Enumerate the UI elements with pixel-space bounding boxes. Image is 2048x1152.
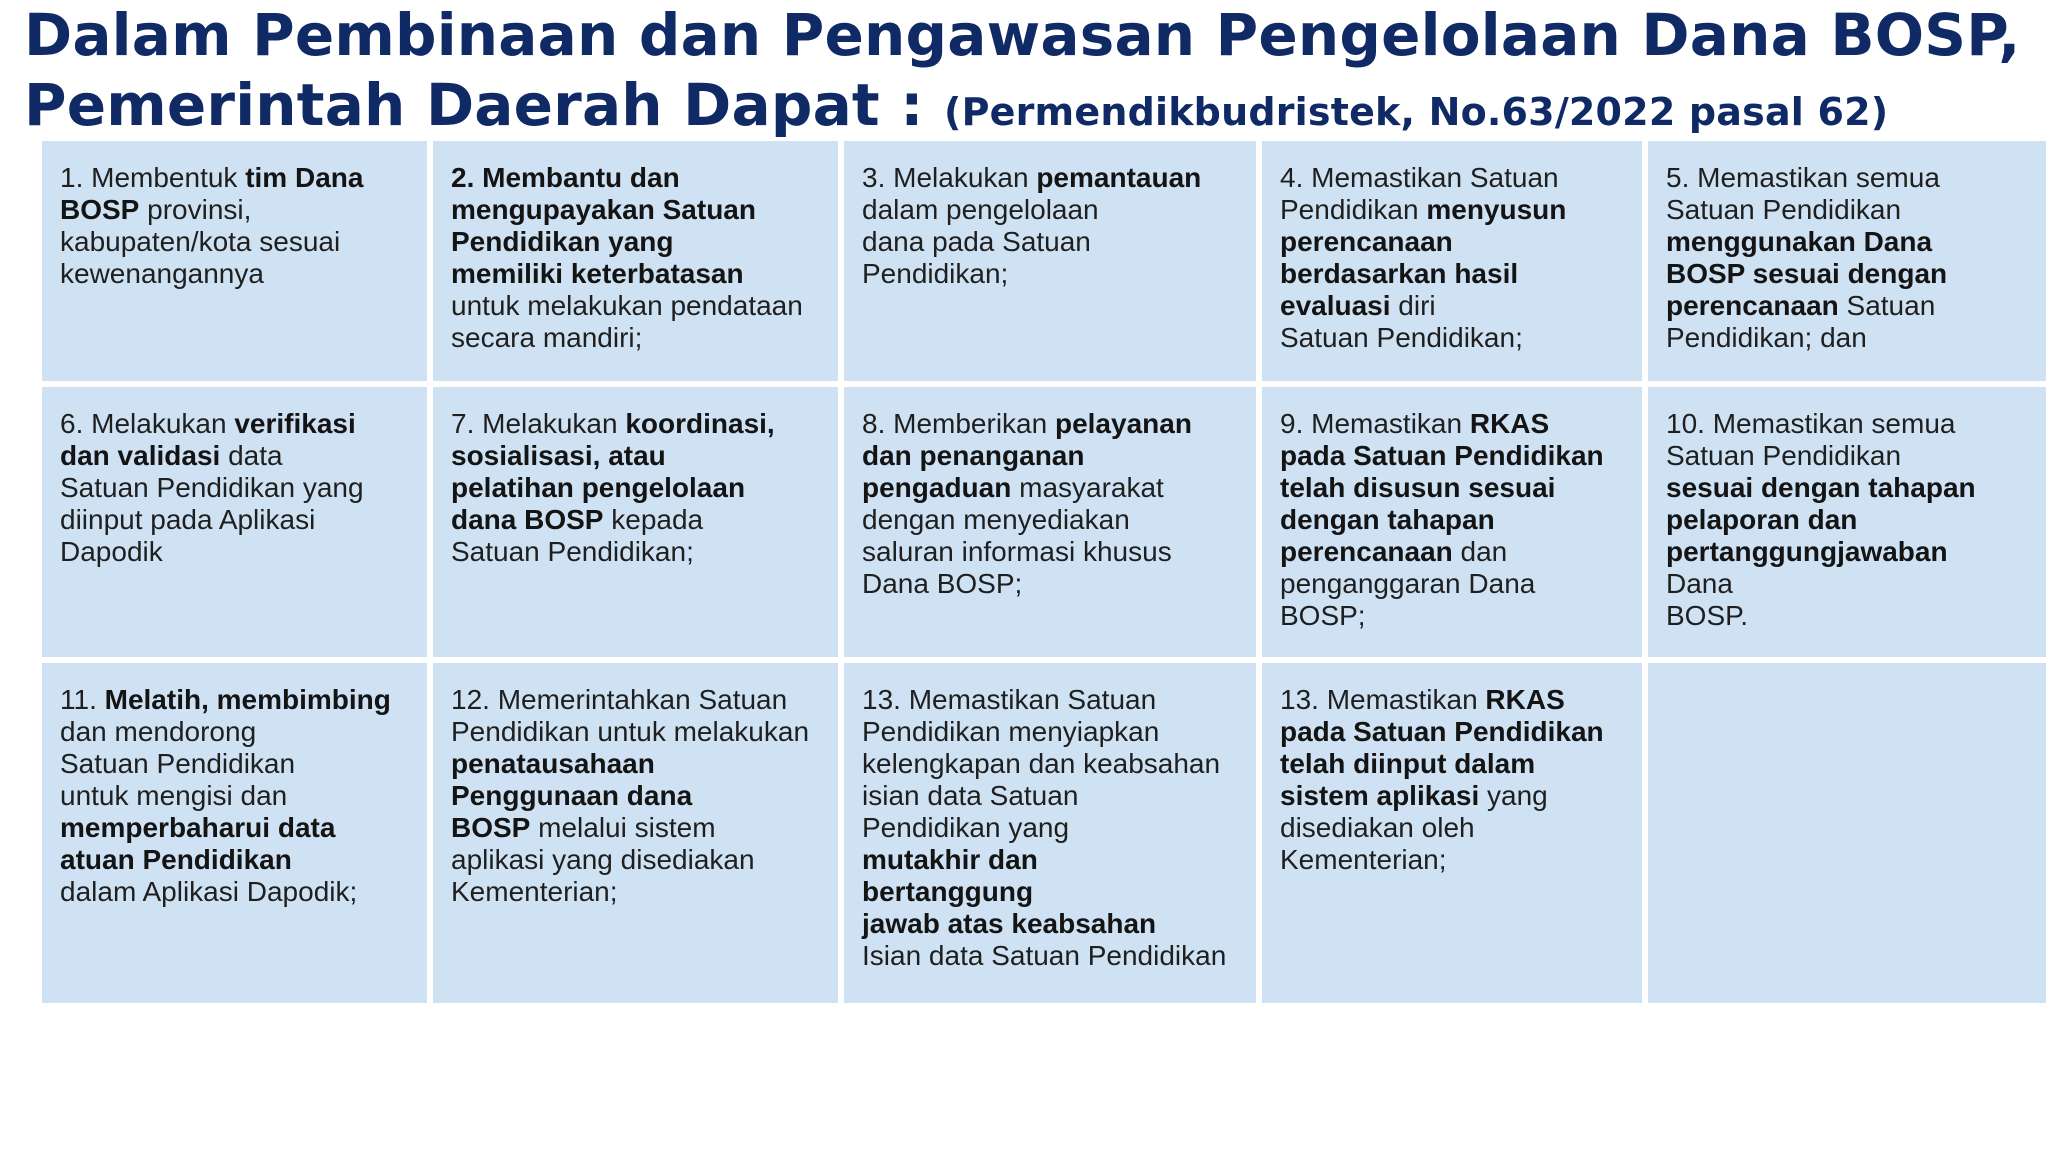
cell-line <box>1666 536 2028 568</box>
cell-line <box>451 780 820 812</box>
table-cell <box>844 663 1256 1003</box>
text: 1. Membentuk <box>60 162 246 193</box>
cell-line <box>1280 290 1624 322</box>
cell-line <box>451 472 820 504</box>
bold-text: telah diinput dalam <box>1280 748 1536 779</box>
bold-text: pelayanan <box>1054 408 1192 439</box>
cell-line <box>1666 162 2028 194</box>
table-cell <box>1262 387 1642 657</box>
text: Satuan <box>1838 290 1936 321</box>
text: 13. Memastikan Satuan <box>862 684 1157 715</box>
text: 9. Memastikan <box>1280 408 1470 439</box>
bold-text: sistem aplikasi <box>1280 780 1480 811</box>
cell-line <box>60 504 409 536</box>
cell-line <box>60 258 409 290</box>
cell-line <box>60 162 409 194</box>
text: dana pada Satuan <box>862 226 1091 257</box>
cell-line <box>451 290 820 322</box>
text: Pendidikan menyiapkan <box>862 716 1160 747</box>
table-cell <box>42 663 427 1003</box>
cell-line <box>60 226 409 258</box>
text: Dana <box>1666 568 1733 599</box>
bold-text: pengaduan <box>862 472 1012 503</box>
cell-line <box>60 440 409 472</box>
page-title <box>24 0 2024 147</box>
text: Kementerian; <box>1280 844 1447 875</box>
title-line-2 <box>24 70 2024 147</box>
text: Dapodik <box>60 536 163 567</box>
table-cell <box>1648 663 2046 1003</box>
cell-line <box>1280 162 1624 194</box>
text: BOSP. <box>1666 600 1748 631</box>
text: 7. Melakukan <box>451 408 626 439</box>
cell-line <box>1666 504 2028 536</box>
text: aplikasi yang disediakan <box>451 844 755 875</box>
text: 13. Memastikan <box>1280 684 1486 715</box>
cell-line <box>1666 322 2028 354</box>
text: Isian data Satuan Pendidikan <box>862 940 1227 971</box>
text: diinput pada Aplikasi <box>60 504 316 535</box>
cell-line <box>1280 600 1624 632</box>
cell-line <box>1280 226 1624 258</box>
cell-line <box>451 440 820 472</box>
cell-line <box>862 780 1238 812</box>
text: Kementerian; <box>451 876 618 907</box>
bold-text: dengan tahapan <box>1280 504 1495 535</box>
text: Pendidikan untuk melakukan <box>451 716 810 747</box>
cell-line <box>60 844 409 876</box>
cell-line <box>451 844 820 876</box>
cell-line <box>1666 440 2028 472</box>
authority-table <box>42 141 2046 1003</box>
cell-line <box>1666 568 2028 600</box>
cell-line <box>862 812 1238 844</box>
cell-line <box>862 568 1238 600</box>
text: data <box>220 440 283 471</box>
cell-line <box>451 716 820 748</box>
cell-line <box>862 908 1238 940</box>
cell-line <box>60 876 409 908</box>
bold-text: verifikasi <box>234 408 356 439</box>
bold-text: pelaporan dan <box>1666 504 1858 535</box>
cell-line <box>862 226 1238 258</box>
cell-line <box>451 876 820 908</box>
bold-text: pemantauan <box>1036 162 1202 193</box>
text: Pendidikan; <box>862 258 1009 289</box>
cell-line <box>1666 408 2028 440</box>
text: dan <box>1452 536 1508 567</box>
cell-line <box>60 748 409 780</box>
bold-text: mengupayakan Satuan <box>451 194 756 225</box>
cell-line <box>451 684 820 716</box>
text: Satuan Pendidikan <box>60 748 296 779</box>
text: kelengkapan dan keabsahan <box>862 748 1221 779</box>
cell-line <box>862 472 1238 504</box>
cell-line <box>862 716 1238 748</box>
cell-line <box>451 322 820 354</box>
cell-line <box>451 194 820 226</box>
bold-text: mutakhir dan <box>862 844 1038 875</box>
text: 10. Memastikan semua <box>1666 408 1956 439</box>
table-cell <box>433 387 838 657</box>
bold-text: RKAS <box>1485 684 1565 715</box>
bold-text: Pendidikan yang <box>451 226 674 257</box>
text: 11. <box>60 684 105 715</box>
bold-text: pertanggungjawaban <box>1666 536 1948 567</box>
cell-line <box>1280 258 1624 290</box>
text: 3. Melakukan <box>862 162 1037 193</box>
cell-line <box>862 162 1238 194</box>
cell-line <box>60 408 409 440</box>
cell-line <box>451 504 820 536</box>
cell-line <box>451 812 820 844</box>
cell-line <box>1280 812 1624 844</box>
cell-line <box>1280 568 1624 600</box>
text: untuk mengisi dan <box>60 780 288 811</box>
cell-line <box>1280 408 1624 440</box>
text: kabupaten/kota sesuai <box>60 226 341 257</box>
cell-line <box>1666 226 2028 258</box>
cell-line <box>1280 536 1624 568</box>
cell-line <box>1666 290 2028 322</box>
cell-line <box>1280 684 1624 716</box>
cell-line <box>1280 716 1624 748</box>
bold-text: Melatih, membimbing <box>104 684 391 715</box>
text: disediakan oleh <box>1280 812 1475 843</box>
cell-line <box>862 440 1238 472</box>
cell-line <box>1666 258 2028 290</box>
text: saluran informasi khusus <box>862 536 1172 567</box>
text: masyarakat <box>1011 472 1164 503</box>
bold-text: BOSP <box>60 194 140 225</box>
table-cell <box>1262 663 1642 1003</box>
bold-text: perencanaan <box>1280 536 1453 567</box>
text: dalam pengelolaan <box>862 194 1099 225</box>
text: penganggaran Dana <box>1280 568 1536 599</box>
text: dan mendorong <box>60 716 257 747</box>
text: dalam Aplikasi Dapodik; <box>60 876 358 907</box>
cell-line <box>862 504 1238 536</box>
text: 12. Memerintahkan Satuan <box>451 684 788 715</box>
text: Satuan Pendidikan; <box>1280 322 1523 353</box>
text: yang <box>1479 780 1548 811</box>
cell-line <box>451 748 820 780</box>
bold-text: perencanaan <box>1666 290 1839 321</box>
text: 4. Memastikan Satuan <box>1280 162 1559 193</box>
bold-text: memperbaharui data <box>60 812 336 843</box>
bold-text: 2. Membantu dan <box>451 162 680 193</box>
table-cell <box>42 141 427 381</box>
bold-text: perencanaan <box>1280 226 1453 257</box>
cell-line <box>1666 194 2028 226</box>
text: isian data Satuan <box>862 780 1079 811</box>
text: 5. Memastikan semua <box>1666 162 1940 193</box>
table-cell <box>1648 141 2046 381</box>
bold-text: pelatihan pengelolaan <box>451 472 746 503</box>
bold-text: dana BOSP <box>451 504 604 535</box>
bold-text: Penggunaan dana <box>451 780 693 811</box>
bold-text: berdasarkan hasil <box>1280 258 1519 289</box>
cell-line <box>451 226 820 258</box>
table-cell <box>42 387 427 657</box>
text: Satuan Pendidikan yang <box>60 472 364 503</box>
bold-text: atuan Pendidikan <box>60 844 292 875</box>
bold-text: BOSP sesuai dengan <box>1666 258 1948 289</box>
cell-line <box>1280 780 1624 812</box>
bold-text: koordinasi, <box>625 408 775 439</box>
cell-line <box>451 162 820 194</box>
text: Pendidikan <box>1280 194 1427 225</box>
bold-text: penatausahaan <box>451 748 655 779</box>
text: 6. Melakukan <box>60 408 235 439</box>
cell-line <box>1666 472 2028 504</box>
cell-line <box>862 844 1238 876</box>
text: 8. Memberikan <box>862 408 1055 439</box>
cell-line <box>451 258 820 290</box>
cell-line <box>60 812 409 844</box>
bold-text: sesuai dengan tahapan <box>1666 472 1976 503</box>
bold-text: memiliki keterbatasan <box>451 258 744 289</box>
cell-line <box>1280 504 1624 536</box>
bold-text: tim Dana <box>245 162 364 193</box>
cell-line <box>60 780 409 812</box>
cell-line <box>60 716 409 748</box>
cell-line <box>862 408 1238 440</box>
cell-line <box>862 684 1238 716</box>
table-cell <box>1262 141 1642 381</box>
bold-text: menyusun <box>1426 194 1567 225</box>
bold-text: bertanggung <box>862 876 1034 907</box>
text: Pendidikan yang <box>862 812 1070 843</box>
cell-line <box>60 536 409 568</box>
cell-line <box>451 408 820 440</box>
text: Dana BOSP; <box>862 568 1023 599</box>
table-cell <box>433 141 838 381</box>
cell-line <box>862 194 1238 226</box>
cell-line <box>60 472 409 504</box>
cell-line <box>451 536 820 568</box>
bold-text: RKAS <box>1469 408 1550 439</box>
text: Satuan Pendidikan <box>1666 440 1902 471</box>
text: Pendidikan; dan <box>1666 322 1867 353</box>
cell-line <box>60 194 409 226</box>
bold-text: menggunakan Dana <box>1666 226 1933 257</box>
cell-line <box>862 258 1238 290</box>
text: kepada <box>603 504 704 535</box>
cell-line <box>862 748 1238 780</box>
text: diri <box>1390 290 1436 321</box>
cell-line <box>1280 194 1624 226</box>
text: BOSP; <box>1280 600 1366 631</box>
cell-line <box>1666 600 2028 632</box>
text: secara mandiri; <box>451 322 643 353</box>
bold-text: jawab atas keabsahan <box>862 908 1157 939</box>
table-cell <box>1648 387 2046 657</box>
bold-text: BOSP <box>451 812 531 843</box>
bold-text: telah disusun sesuai <box>1280 472 1556 503</box>
regulation-reference: (Permendikbudristek, No.63/2022 pasal 62) <box>944 90 1889 134</box>
cell-line <box>1280 322 1624 354</box>
bold-text: evaluasi <box>1280 290 1391 321</box>
table-cell <box>433 663 838 1003</box>
bold-text: pada Satuan Pendidikan <box>1280 716 1604 747</box>
cell-line <box>862 876 1238 908</box>
text: provinsi, <box>139 194 252 225</box>
cell-line <box>1280 844 1624 876</box>
text: melalui sistem <box>530 812 716 843</box>
text: untuk melakukan pendataan <box>451 290 803 321</box>
text: dengan menyediakan <box>862 504 1130 535</box>
cell-line <box>1280 472 1624 504</box>
cell-line <box>60 684 409 716</box>
cell-line <box>1280 440 1624 472</box>
bold-text: pada Satuan Pendidikan <box>1280 440 1604 471</box>
text: kewenangannya <box>60 258 264 289</box>
bold-text: dan penanganan <box>862 440 1085 471</box>
cell-line <box>1280 748 1624 780</box>
bold-text: sosialisasi, atau <box>451 440 666 471</box>
bold-text: dan validasi <box>60 440 221 471</box>
title-line-1: Dalam Pembinaan dan Pengawasan Pengelolaan Dana BOSP, <box>24 1 2021 69</box>
cell-line <box>862 940 1238 972</box>
table-cell <box>844 141 1256 381</box>
text: Satuan Pendidikan; <box>451 536 694 567</box>
table-cell <box>844 387 1256 657</box>
text: Satuan Pendidikan <box>1666 194 1902 225</box>
title-line-2-main: Pemerintah Daerah Dapat : <box>24 71 945 139</box>
cell-line <box>862 536 1238 568</box>
